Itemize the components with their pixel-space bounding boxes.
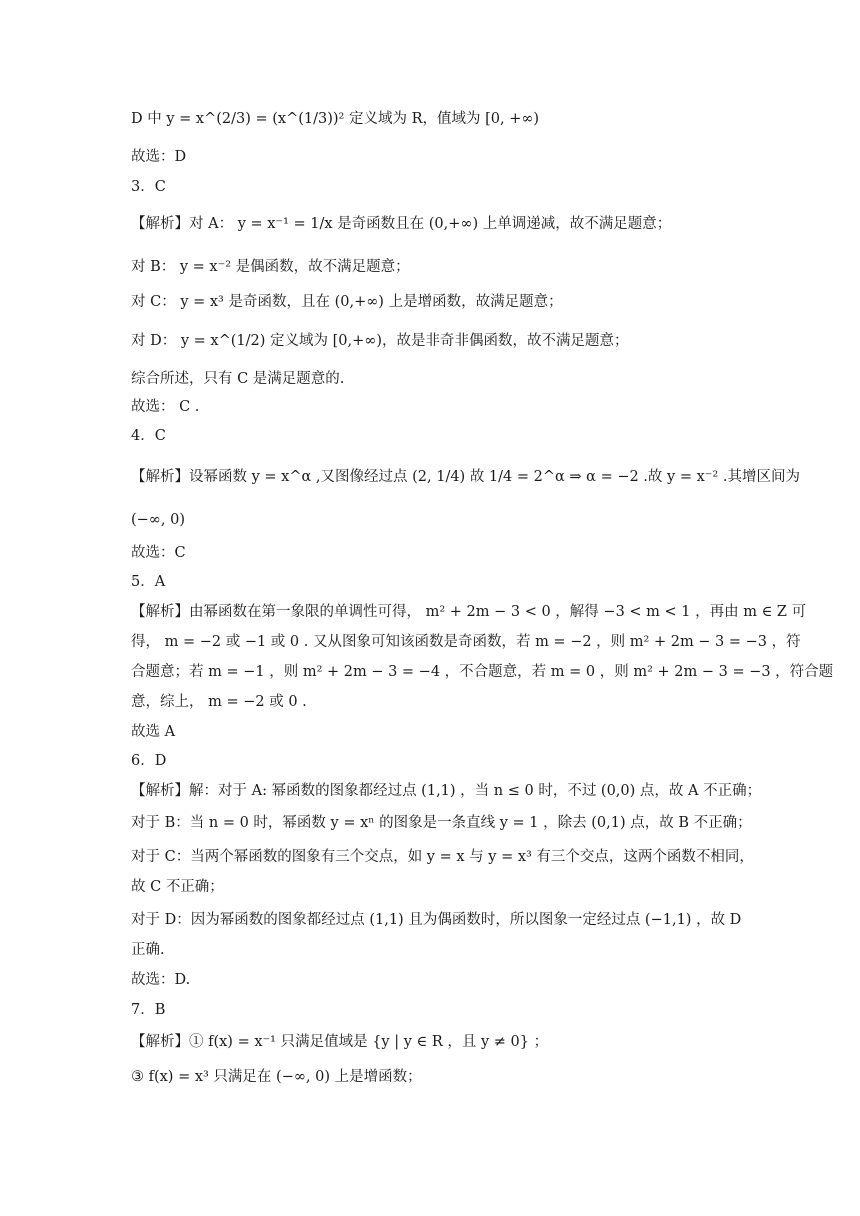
text-line: 故 C 不正确； [131,879,224,895]
text-line: 3．C [131,179,166,195]
text-line: D 中 y = x^(2/3) = (x^(1/3))² 定义域为 R，值域为 [0, +∞) [131,111,540,127]
text-line: 对于 D：因为幂函数的图象都经过点 (1,1) 且为偶函数时，所以图象一定经过点 (−1,1) ，故 D [131,912,742,928]
text-line: 对 C： y = x³ 是奇函数，且在 (0,+∞) 上是增函数，故满足题意； [131,294,563,310]
text-line: 【解析】解：对于 A: 幂函数的图象都经过点 (1,1) ，当 n ≤ 0 时，不过 (0,0) 点，故 A 不正确； [131,783,762,799]
text-line: 6．D [131,753,167,769]
text-line: 故选 A [131,724,176,740]
text-line: 故选：D. [131,972,191,988]
text-line: 对 D： y = x^(1/2) 定义域为 [0,+∞)，故是非奇非偶函数，故不满足题意； [131,333,629,349]
text-line: 对于 B：当 n = 0 时，幂函数 y = xⁿ 的图象是一条直线 y = 1 ，除去 (0,1) 点，故 B 不正确； [131,815,752,831]
text-line: 对 B： y = x⁻² 是偶函数，故不满足题意； [131,259,410,275]
text-line: 故选： C . [131,399,200,415]
text-line: (−∞, 0) [131,512,185,528]
text-line: 5．A [131,574,166,590]
text-line: 【解析】对 A： y = x⁻¹ = 1/x 是奇函数且在 (0,+∞) 上单调递减，故不满足题意； [131,216,672,232]
text-line: 故选：D [131,149,187,165]
text-line: 7．B [131,1002,166,1018]
text-line: 4．C [131,428,166,444]
text-line: 正确. [131,942,165,958]
text-line: 得， m = −2 或 −1 或 0 . 又从图象可知该函数是奇函数，若 m = −2 ，则 m² + 2m − 3 = −3 ，符 [131,634,801,650]
text-line: 综合所述，只有 C 是满足题意的. [131,371,345,387]
text-line: 意，综上， m = −2 或 0 . [131,694,307,710]
text-line: 【解析】设幂函数 y = x^α ,又图像经过点 (2, 1/4) 故 1/4 = 2^α ⇒ α = −2 .故 y = x⁻² .其增区间为 [131,469,800,485]
text-line: 【解析】由幂函数在第一象限的单调性可得， m² + 2m − 3 < 0 ，解得 −3 < m < 1 ，再由 m ∈ Z 可 [131,604,807,620]
text-line: 合题意；若 m = −1 ，则 m² + 2m − 3 = −4 ，不合题意，若 m = 0 ，则 m² + 2m − 3 = −3 ，符合题 [131,664,834,680]
text-line: ③ f(x) = x³ 只满足在 (−∞, 0) 上是增函数； [131,1069,422,1085]
text-line: 对于 C：当两个幂函数的图象有三个交点，如 y = x 与 y = x³ 有三个交点，这两个函数不相同， [131,849,754,865]
text-line: 【解析】① f(x) = x⁻¹ 只满足值域是 {y | y ∈ R ，且 y ≠ 0} ； [131,1034,549,1050]
text-line: 故选：C [131,545,186,561]
